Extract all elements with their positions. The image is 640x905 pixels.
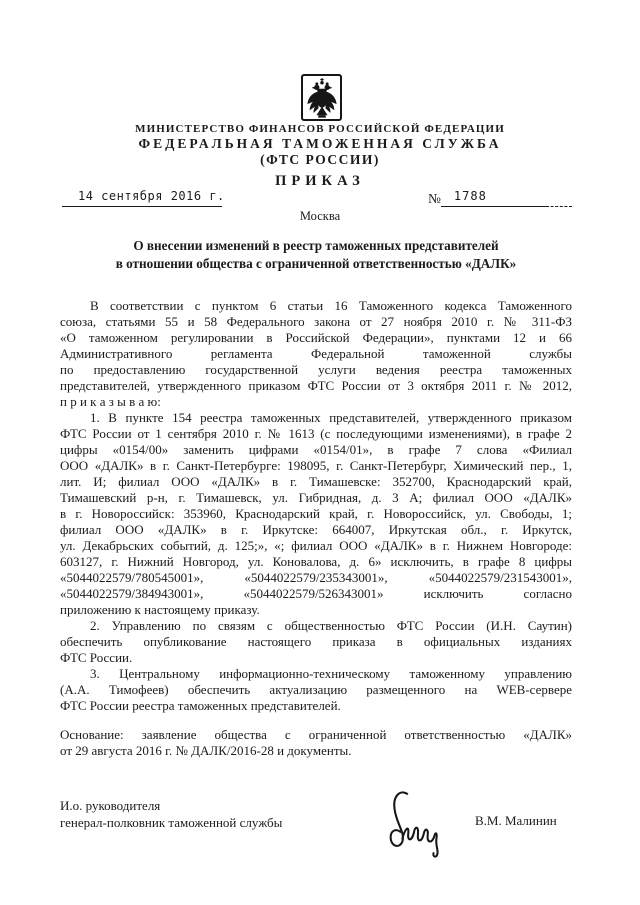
- body-text-line: от 29 августа 2016 г. № ДАЛК/2016-28 и документы.: [60, 743, 352, 758]
- body-text-line: приложению к настоящему приказу.: [60, 602, 260, 617]
- body-text-line: Основание: заявление общества с ограниченной ответственностью «ДАЛК»: [60, 727, 572, 742]
- body-text-line: ФТС России реестра таможенных представителей.: [60, 698, 341, 713]
- signer-position-line1: И.о. руководителя: [60, 798, 161, 813]
- body-text-line: 1. В пункте 154 реестра таможенных представителей, утвержденного приказом: [90, 410, 572, 425]
- body-text-line: (А.А. Тимофеев) обеспечить актуализацию размещенного на WEB-сервере: [60, 682, 572, 697]
- russian-coat-of-arms-icon: [301, 74, 342, 121]
- document-type-heading: ПРИКАЗ: [275, 173, 365, 189]
- body-text-line: ФТС России от 1 сентября 2010 г. № 1613 (с последующими изменениями), в графе 2: [60, 426, 572, 441]
- body-paragraph: [60, 666, 572, 714]
- signature-block: [60, 797, 572, 887]
- body-text-line: ООО «ДАЛК» в г. Санкт-Петербурге: 198095, г. Санкт-Петербург, Химический пер., 1,: [60, 458, 572, 473]
- agency-name: ФЕДЕРАЛЬНАЯ ТАМОЖЕННАЯ СЛУЖБА: [138, 136, 502, 151]
- body-text-line: союза, статьями 55 и 58 Федерального закона от 27 ноября 2010 г. № 311-ФЗ: [60, 314, 572, 329]
- body-text-line: лит. И; филиал ООО «ДАЛК» в г. Тимашевске: 352700, Краснодарский край,: [60, 474, 572, 489]
- signer-name: В.М. Малинин: [475, 813, 557, 828]
- body-text-line: «5044022579/780545001», «5044022579/235343001», «5044022579/231543001»,: [60, 570, 572, 585]
- order-title: [60, 237, 572, 272]
- body-text-line: цифры «0154/00» заменить цифрами «0154/01», в графе 7 слова «Филиал: [60, 442, 572, 457]
- body-text-line: филиал ООО «ДАЛК» в г. Иркутске: 664007, Иркутская обл., г. Иркутск,: [60, 522, 572, 537]
- body-paragraph: [60, 618, 572, 666]
- body-text-line: «5044022579/384943001», «5044022579/526343001» исключить согласно: [60, 586, 572, 601]
- body-paragraph: [60, 727, 572, 759]
- body-text-line: ФТС России.: [60, 650, 133, 665]
- body-text-line: п р и к а з ы в а ю:: [60, 394, 161, 409]
- body-paragraph: [60, 298, 572, 410]
- body-text-line: ул. Декабрьских событий, д. 125;», «; филиал ООО «ДАЛК» в г. Нижнем Новгороде:: [60, 538, 572, 553]
- number-underline-dashes: [546, 190, 572, 207]
- body-text-line: Административного регламента Федеральной таможенной службы: [60, 346, 572, 361]
- agency-short-name: (ФТС РОССИИ): [260, 152, 380, 167]
- order-title-line1: О внесении изменений в реестр таможенных представителей: [133, 238, 499, 253]
- order-number: 1788: [441, 189, 546, 207]
- city-label: Москва: [299, 209, 341, 223]
- body-text-line: «О таможенном регулировании в Российской Федерации», пунктами 12 и 66: [60, 330, 572, 345]
- number-sign: №: [428, 191, 441, 206]
- order-title-line2: в отношении общества с ограниченной ответственностью «ДАЛК»: [115, 255, 517, 271]
- order-number-field: [428, 189, 572, 207]
- body-text-line: В соответствии с пунктом 6 статьи 16 Таможенного кодекса Таможенного: [90, 298, 572, 313]
- body-text-line: в г. Новороссийск: 353960, Краснодарский край, г. Новороссийск, ул. Свободы, 1;: [60, 506, 572, 521]
- body-text-line: по предоставлению государственной услуги ведения реестра таможенных: [60, 362, 572, 377]
- body-paragraph: [60, 410, 572, 618]
- ministry-name: МИНИСТЕРСТВО ФИНАНСОВ РОССИЙСКОЙ ФЕДЕРАЦИИ: [135, 123, 505, 135]
- body-text-line: 2. Управлению по связям с общественностью ФТС России (И.Н. Саутин): [90, 618, 572, 633]
- body-text-line: Тимашевский р-н, г. Тимашевск, ул. Гибридная, д. 3 А; филиал ООО «ДАЛК»: [60, 490, 572, 505]
- order-date: 14 сентября 2016 г.: [62, 189, 222, 207]
- handwritten-signature-icon: [378, 789, 454, 859]
- order-body-text: [60, 298, 572, 759]
- body-text-line: 3. Центральному информационно-техническому таможенному управлению: [90, 666, 572, 681]
- body-text-line: обеспечить опубликование настоящего приказа в официальных изданиях: [60, 634, 572, 649]
- double-headed-eagle-icon: [305, 78, 339, 118]
- body-text-line: 603127, г. Нижний Новгород, ул. Коновалова, д. 6» исключить, в графе 8 цифры: [60, 554, 572, 569]
- body-text-line: представителей, утвержденного приказом ФТС России от 3 октября 2011 г. № 2012,: [60, 378, 572, 393]
- signer-position-line2: генерал-полковник таможенной службы: [60, 815, 283, 830]
